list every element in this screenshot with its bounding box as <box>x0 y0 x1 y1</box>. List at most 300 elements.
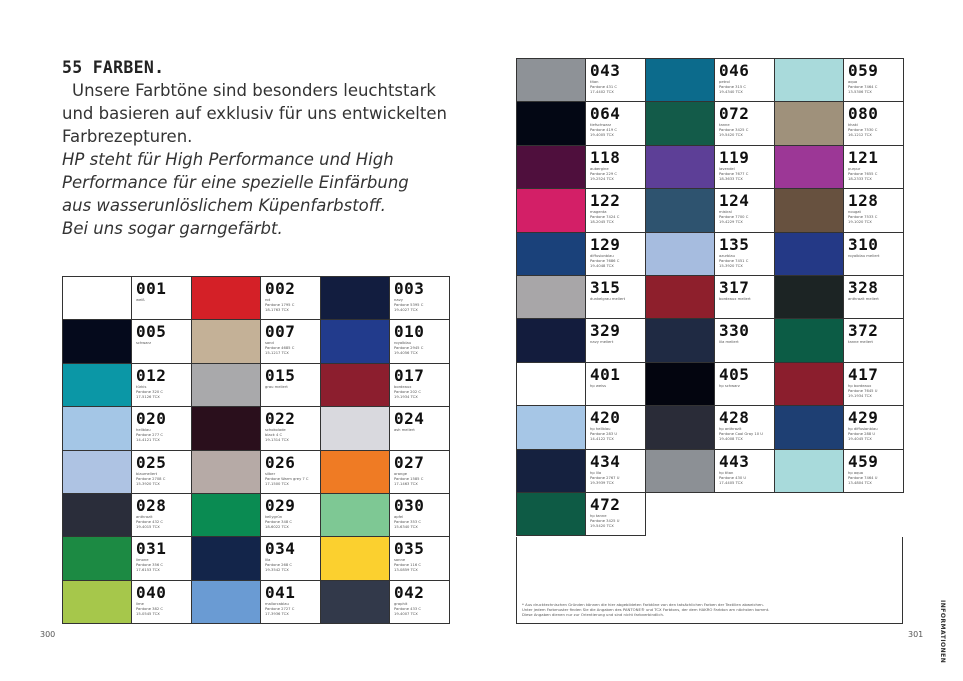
color-detail: 18-2045 TCX <box>590 220 614 225</box>
color-code: 028 <box>136 495 167 515</box>
color-info <box>843 406 903 448</box>
color-swatch <box>517 276 585 318</box>
color-swatch <box>192 494 260 536</box>
color-detail: tiefschwarz <box>590 123 612 128</box>
color-info <box>131 451 191 493</box>
color-swatch <box>646 276 714 318</box>
color-code: 041 <box>265 582 296 602</box>
color-swatch <box>517 59 585 101</box>
color-detail: Pantone 283 U <box>590 432 618 437</box>
color-swatch <box>63 581 131 623</box>
color-code: 026 <box>265 452 296 472</box>
color-swatch-card <box>646 406 775 449</box>
color-detail: 13-4804 TCX <box>848 480 872 485</box>
color-detail: 14-4121 TCX <box>136 438 160 443</box>
page-number-right: 301 <box>908 630 924 639</box>
color-info <box>585 276 645 318</box>
color-info <box>131 407 191 449</box>
color-code: 003 <box>394 279 425 298</box>
color-code: 030 <box>394 495 425 515</box>
color-detail: 16-1212 TCX <box>848 133 872 138</box>
color-swatch-card <box>775 233 904 276</box>
color-detail: 15-6340 TCX <box>394 524 418 529</box>
color-info <box>585 146 645 188</box>
color-detail: khaki <box>848 123 858 128</box>
color-info <box>714 59 774 101</box>
color-detail: Pantone 7677 C <box>719 171 749 176</box>
color-detail: 17-4402 TCX <box>590 90 614 94</box>
color-detail: Pantone 1795 C <box>265 303 295 307</box>
color-info <box>389 581 449 623</box>
color-detail: 15-3920 TCX <box>719 263 743 268</box>
color-swatch-card <box>517 493 646 536</box>
color-detail: hp aqua <box>848 470 864 475</box>
color-detail: royalblau <box>394 341 412 346</box>
color-swatch <box>517 189 585 231</box>
color-detail: royalblau meliert <box>848 253 880 258</box>
color-detail: türkis <box>136 384 147 389</box>
color-swatch <box>517 146 585 188</box>
color-swatch <box>775 406 843 448</box>
color-detail: 18-1763 TCX <box>265 308 289 312</box>
color-detail: Pantone 430 U <box>719 475 747 480</box>
color-swatch-card <box>775 363 904 406</box>
color-code: 124 <box>719 191 750 211</box>
color-detail: 19-4015 TCX <box>136 524 160 529</box>
color-swatch <box>775 102 843 144</box>
color-swatch-card <box>517 276 646 319</box>
color-detail: Pantone 320 C <box>136 389 163 394</box>
color-code: 330 <box>719 321 750 341</box>
color-swatch <box>192 277 260 319</box>
color-detail: petrol <box>719 80 730 84</box>
color-info <box>585 189 645 231</box>
color-info <box>843 450 903 492</box>
color-detail: rot <box>265 298 271 302</box>
color-detail: bordeaux <box>394 384 412 389</box>
color-swatch <box>517 363 585 405</box>
color-detail: Pantone Warm grey 7 C <box>265 476 309 481</box>
color-swatch <box>63 320 131 362</box>
color-detail: 19-4008 TCX <box>719 437 743 442</box>
color-swatch-card <box>646 233 775 276</box>
color-detail: 17-4405 TCX <box>719 480 743 485</box>
color-swatch <box>646 406 714 448</box>
color-info <box>843 189 903 231</box>
color-info <box>714 363 774 405</box>
color-swatch <box>321 407 389 449</box>
color-swatch-card <box>63 494 192 537</box>
color-swatch-card <box>517 450 646 493</box>
color-code: 042 <box>394 582 425 602</box>
color-code: 417 <box>848 364 879 384</box>
color-swatch-card <box>63 537 192 580</box>
color-swatch <box>646 189 714 231</box>
color-swatch <box>321 364 389 406</box>
color-info <box>843 319 903 361</box>
color-detail: 18-2333 TCX <box>848 176 872 181</box>
intro-line-italic: aus wasserunlöslichem Küpenfarbstoff. <box>62 196 386 215</box>
color-detail: anthrazit <box>136 514 153 519</box>
color-info <box>131 494 191 536</box>
color-detail: 19-4048 TCX <box>590 263 614 268</box>
color-swatch <box>517 406 585 448</box>
color-swatch <box>775 233 843 275</box>
color-swatch-card <box>321 407 450 450</box>
color-code: 059 <box>848 61 879 80</box>
color-code: 405 <box>719 364 750 384</box>
color-info <box>389 277 449 319</box>
color-swatch <box>321 451 389 493</box>
color-detail: 19-1020 TCX <box>848 220 872 225</box>
color-detail: kellygrün <box>265 514 283 519</box>
color-swatch <box>646 59 714 101</box>
color-code: 121 <box>848 147 879 167</box>
color-swatch-card <box>646 276 775 319</box>
color-code: 428 <box>719 408 750 428</box>
color-detail: Pantone 315 C <box>719 85 746 89</box>
color-swatch-card <box>646 146 775 189</box>
color-swatch-card <box>517 233 646 276</box>
color-detail: weiß <box>136 298 145 302</box>
footnote-line: Diese Angaben dienen nur zur Orientierung und sind nicht farbverbindlich. <box>522 612 665 618</box>
color-info <box>389 364 449 406</box>
color-swatch-card <box>192 407 321 450</box>
color-detail: hp hellblau <box>590 427 611 432</box>
color-info <box>260 364 320 406</box>
intro-line: Farbrezepturen. <box>62 127 193 146</box>
color-swatch <box>646 146 714 188</box>
color-swatch <box>517 233 585 275</box>
color-detail: graphit <box>394 601 408 606</box>
color-detail: Pantone 432 C <box>136 519 163 524</box>
color-detail: Pantone 288 U <box>848 432 876 437</box>
color-swatch <box>63 364 131 406</box>
color-info <box>714 450 774 492</box>
color-detail: hp schwarz <box>719 383 740 388</box>
color-detail: Pantone 7655 C <box>848 171 878 176</box>
color-code: 459 <box>848 451 879 471</box>
color-code: 025 <box>136 452 167 472</box>
color-code: 401 <box>590 364 621 384</box>
color-info <box>714 102 774 144</box>
color-swatch-card <box>646 450 775 493</box>
color-swatch <box>63 407 131 449</box>
color-detail: 18-6022 TCX <box>265 524 289 529</box>
color-info <box>260 581 320 623</box>
color-detail: Pantone 356 C <box>136 563 163 568</box>
color-detail: lila meliert <box>719 340 739 345</box>
color-code: 118 <box>590 147 621 167</box>
color-swatch-card <box>321 537 450 580</box>
color-detail: lime <box>136 601 144 606</box>
color-detail: grau meliert <box>265 384 288 389</box>
color-info <box>714 276 774 318</box>
footnote-line: * Aus drucktechnischen Gründen können die hier abgebildeten Farbtöne von den tatsächlichen Farben der Textilien abweichen. <box>522 602 764 607</box>
color-detail: Pantone 2945 C <box>394 346 424 351</box>
color-detail: blaumeliert <box>136 471 158 476</box>
color-info <box>389 537 449 579</box>
color-code: 034 <box>265 539 296 559</box>
color-swatch-card <box>775 102 904 145</box>
page-number-left: 300 <box>40 630 56 639</box>
color-swatch-card <box>646 59 775 102</box>
color-swatch-card <box>192 451 321 494</box>
color-detail: Pantone 7686 C <box>590 258 620 263</box>
color-code: 472 <box>590 494 621 514</box>
color-detail: Pantone Cool Gray 10 U <box>719 432 763 437</box>
color-info <box>585 406 645 448</box>
color-detail: Pantone 202 C <box>394 389 421 394</box>
color-detail: ash meliert <box>394 428 415 433</box>
intro-line-italic: Performance für eine spezielle Einfärbung <box>62 173 409 192</box>
color-detail: Pantone 7451 C <box>719 258 749 263</box>
color-swatch <box>63 277 131 319</box>
color-info <box>714 233 774 275</box>
color-swatch <box>192 537 260 579</box>
color-swatch <box>517 450 585 492</box>
color-detail: 13-0859 TCX <box>394 568 418 573</box>
color-detail: lavendel <box>719 166 735 171</box>
color-detail: Pantone 1585 C <box>394 476 424 481</box>
color-info <box>260 451 320 493</box>
color-detail: 13-5306 TCX <box>848 90 872 94</box>
color-swatch-card <box>63 277 192 320</box>
color-code: 315 <box>590 277 621 297</box>
color-info <box>260 277 320 319</box>
color-swatch-card <box>192 581 321 624</box>
color-swatch-card <box>192 494 321 537</box>
color-detail: mistral <box>719 210 732 215</box>
color-detail: 15-3920 TCX <box>136 481 160 486</box>
color-info <box>714 189 774 231</box>
color-detail: 19-4056 TCX <box>394 351 418 356</box>
color-detail: hp weiss <box>590 383 607 388</box>
color-detail: Pantone 2708 C <box>136 476 166 481</box>
color-info <box>585 363 645 405</box>
color-swatch-card <box>321 451 450 494</box>
color-detail: bordeaux meliert <box>719 296 751 301</box>
color-swatch <box>63 494 131 536</box>
color-swatch-card <box>321 277 450 320</box>
color-detail: Pantone 7533 C <box>848 215 878 220</box>
color-detail: mallorcablau <box>265 601 289 606</box>
color-swatch-card <box>63 451 192 494</box>
color-code: 001 <box>136 279 167 298</box>
color-swatch <box>517 493 585 535</box>
color-swatch-grid-left <box>62 276 450 624</box>
color-detail: anthrazit meliert <box>848 296 879 301</box>
color-detail: Pantone 2767 U <box>590 475 620 480</box>
color-detail: magenta <box>590 210 607 215</box>
color-detail: Pantone 229 C <box>590 171 617 176</box>
intro-line-italic: Bei uns sogar garngefärbt. <box>62 219 283 238</box>
color-info <box>585 493 645 535</box>
color-detail: 14-4122 TCX <box>590 437 614 442</box>
color-swatch <box>517 102 585 144</box>
color-detail: hp bordeaux <box>848 383 872 388</box>
color-info <box>585 59 645 101</box>
color-detail: silber <box>265 471 276 476</box>
color-detail: 19-3939 TCX <box>590 480 614 485</box>
color-swatch-card <box>517 406 646 449</box>
color-info <box>843 146 903 188</box>
color-swatch-card <box>517 319 646 362</box>
color-detail: 17-1500 TCX <box>265 481 289 486</box>
color-swatch <box>646 233 714 275</box>
color-info <box>585 450 645 492</box>
color-code: 135 <box>719 234 750 254</box>
color-info <box>389 494 449 536</box>
color-detail: schokolade <box>265 428 286 433</box>
color-detail: 19-4340 TCX <box>719 90 743 94</box>
color-detail: 15-1217 TCX <box>265 351 289 356</box>
color-info <box>585 233 645 275</box>
color-code: 310 <box>848 234 879 254</box>
color-swatch <box>321 537 389 579</box>
color-detail: Pantone 268 C <box>265 563 292 568</box>
color-detail: Pantone 431 C <box>590 85 617 89</box>
color-info <box>843 102 903 144</box>
color-swatch <box>646 319 714 361</box>
color-swatch-card <box>63 364 192 407</box>
color-code: 024 <box>394 409 425 429</box>
color-detail: black 4 C <box>265 433 283 438</box>
color-info <box>389 407 449 449</box>
color-info <box>389 451 449 493</box>
color-swatch <box>63 537 131 579</box>
color-detail: navy meliert <box>590 340 614 345</box>
section-title: 55 FARBEN. <box>62 58 165 77</box>
color-detail: hp titan <box>719 470 734 475</box>
color-info <box>714 406 774 448</box>
color-code: 020 <box>136 409 167 429</box>
color-detail: 19-5420 TCX <box>719 133 743 138</box>
color-detail: Pantone 7464 C <box>848 85 878 89</box>
color-info <box>260 320 320 362</box>
color-swatch <box>192 364 260 406</box>
intro-line: Unsere Farbtöne sind besonders leuchtstark <box>72 81 436 100</box>
color-swatch <box>775 276 843 318</box>
color-detail: sand <box>265 341 274 346</box>
color-swatch-card <box>646 102 775 145</box>
color-detail: hellblau <box>136 428 151 433</box>
color-swatch <box>192 581 260 623</box>
color-detail: Pantone 433 C <box>394 606 421 611</box>
color-swatch-card <box>775 276 904 319</box>
color-code: 317 <box>719 277 750 297</box>
color-detail: 19-4229 TCX <box>719 220 743 225</box>
color-swatch-card <box>321 320 450 363</box>
color-code: 031 <box>136 539 167 559</box>
color-swatch-card <box>321 364 450 407</box>
color-info <box>260 494 320 536</box>
color-code: 002 <box>265 279 296 298</box>
color-swatch-card <box>321 581 450 624</box>
color-swatch <box>192 407 260 449</box>
color-code: 122 <box>590 191 621 211</box>
footnote <box>522 602 902 618</box>
color-detail: 19-1314 TCX <box>265 438 289 443</box>
color-code: 012 <box>136 365 167 385</box>
color-code: 005 <box>136 322 167 342</box>
color-swatch <box>775 189 843 231</box>
color-detail: azurblau <box>719 253 736 258</box>
color-swatch <box>192 320 260 362</box>
color-swatch-card <box>646 189 775 232</box>
color-swatch-grid-right <box>516 58 904 536</box>
color-detail: diffusionblau <box>590 253 614 258</box>
color-detail: Pantone 382 C <box>136 606 163 611</box>
color-detail: Pantone 4685 C <box>265 346 295 351</box>
color-code: 022 <box>265 409 296 429</box>
color-swatch-card <box>192 320 321 363</box>
color-info <box>131 581 191 623</box>
color-detail: apfel <box>394 514 404 519</box>
color-swatch <box>775 450 843 492</box>
color-swatch <box>646 450 714 492</box>
color-detail: aubergine <box>590 166 609 171</box>
color-info <box>131 364 191 406</box>
color-swatch-card <box>192 537 321 580</box>
color-code: 372 <box>848 321 879 341</box>
color-info <box>585 102 645 144</box>
color-swatch <box>321 581 389 623</box>
color-detail: Pantone 353 C <box>394 519 421 524</box>
color-detail: Pantone 3425 C <box>719 128 749 133</box>
intro-line-italic: HP steht für High Performance und High <box>62 150 394 169</box>
color-detail: 18-3633 TCX <box>719 176 743 181</box>
color-detail: Pantone 7700 C <box>719 215 749 220</box>
color-swatch <box>775 59 843 101</box>
color-detail: tanne <box>719 123 730 128</box>
color-detail: hp lila <box>590 470 602 475</box>
color-detail: lila <box>265 558 271 563</box>
color-info <box>260 537 320 579</box>
color-code: 128 <box>848 191 879 211</box>
color-swatch-card <box>775 189 904 232</box>
color-swatch <box>646 102 714 144</box>
color-detail: 19-1934 TCX <box>848 393 872 398</box>
color-swatch-card <box>63 407 192 450</box>
color-swatch-card <box>775 146 904 189</box>
color-info <box>843 59 903 101</box>
color-swatch-card <box>63 320 192 363</box>
side-label: INFORMATIONEN <box>939 600 946 664</box>
color-detail: Pantone 419 C <box>590 128 617 133</box>
color-detail: 19-4027 TCX <box>394 308 418 312</box>
color-swatch-card <box>646 363 775 406</box>
intro-line: und basieren auf exklusiv für uns entwickelten <box>62 104 447 123</box>
color-detail: Pantone 348 C <box>265 519 292 524</box>
color-detail: tanne meliert <box>848 340 873 345</box>
color-detail: Pantone 5395 C <box>394 303 424 307</box>
color-info <box>843 363 903 405</box>
color-swatch-card <box>321 494 450 537</box>
color-code: 010 <box>394 322 425 342</box>
color-detail: 15-0545 TCX <box>136 611 160 616</box>
color-code: 119 <box>719 147 750 167</box>
color-code: 072 <box>719 104 750 124</box>
color-detail: Pantone 277 C <box>136 433 163 438</box>
color-swatch <box>192 451 260 493</box>
color-detail: aqua <box>848 80 858 84</box>
color-info <box>714 319 774 361</box>
color-swatch-card <box>775 319 904 362</box>
color-info <box>843 276 903 318</box>
color-swatch <box>775 319 843 361</box>
color-info <box>131 320 191 362</box>
